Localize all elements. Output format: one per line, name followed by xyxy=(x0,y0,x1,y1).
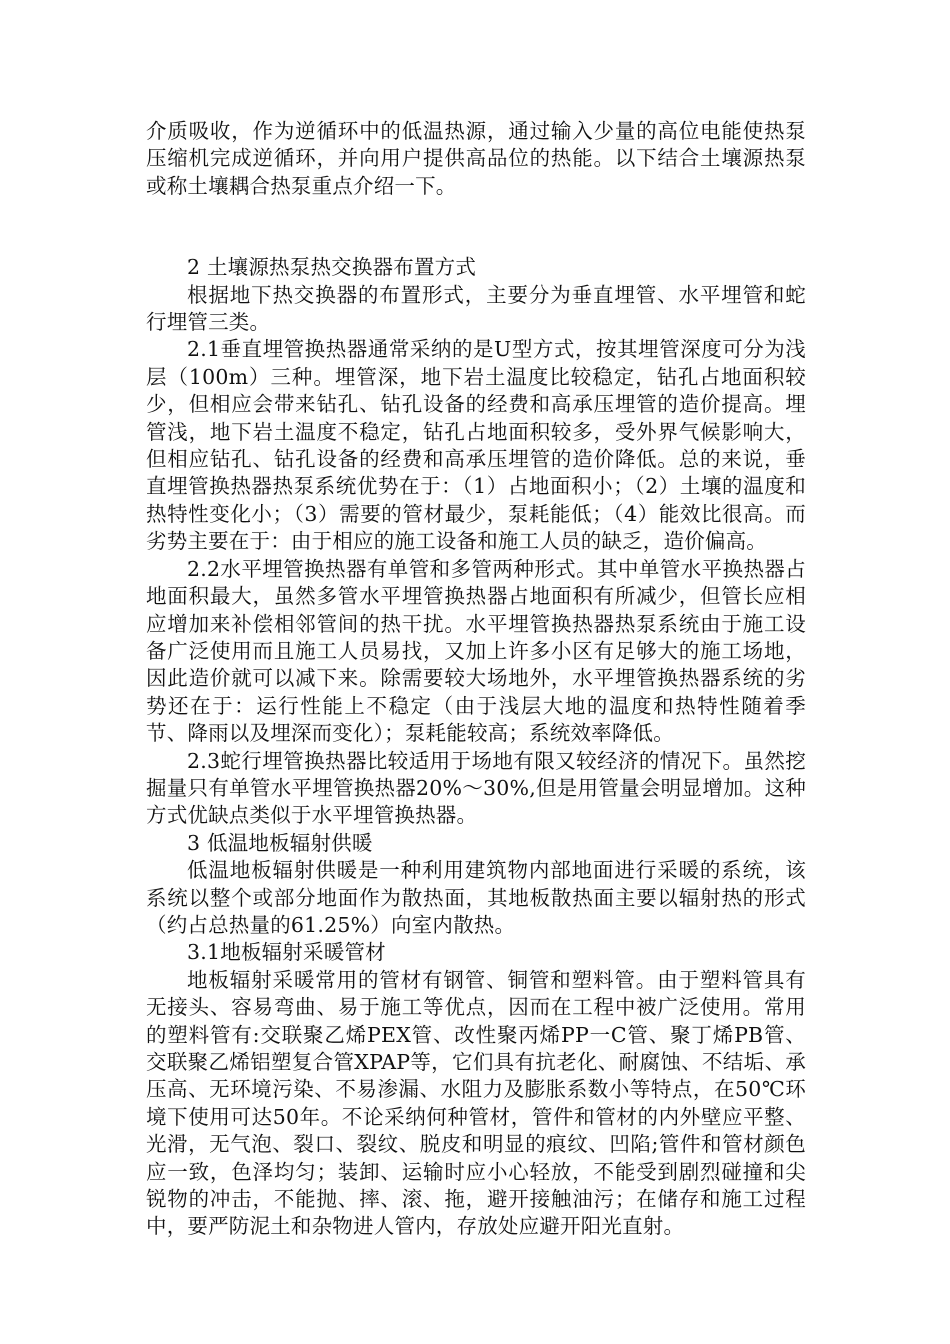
section-heading-3: 3 低温地板辐射供暖 xyxy=(187,830,373,855)
paragraph-2-2: 2.2水平埋管换热器有单管和多管两种形式。其中单管水平换热器占地面积最大，虽然多管水平埋管换热器占地面积有所减少，但管长应相应增加来补偿相邻管间的热干扰。水平埋管换热器热泵系统由于施工设备广泛使用而且施工人员易找，又加上许多小区有足够大的施工场地，因此造价就可以减下来。除需要较大场地外，水平埋管换热器系统的劣势还在于：运行性能上不稳定（由于浅层大地的温度和热特性随着季节、降雨以及埋深而变化）；泵耗能较高；系统效率降低。 xyxy=(146,556,806,746)
paragraph-continuation: 介质吸收，作为逆循环中的低温热源，通过输入少量的高位电能使热泵压缩机完成逆循环，并向用户提供高品位的热能。以下结合土壤源热泵或称土壤耦合热泵重点介绍一下。 xyxy=(146,119,806,198)
subsection-heading-3-1: 3.1地板辐射采暖管材 xyxy=(187,940,386,965)
section-gap xyxy=(146,200,806,254)
paragraph-2-3: 2.3蛇行埋管换热器比较适用于场地有限又较经济的情况下。虽然挖掘量只有单管水平埋管换热器20%～30%,但是用管量会明显增加。这种方式优缺点类似于水平埋管换热器。 xyxy=(146,748,806,828)
paragraph-2-1: 2.1垂直埋管换热器通常采纳的是U型方式，按其埋管深度可分为浅层（100m）三种。埋管深，地下岩土温度比较稳定，钻孔占地面积较少，但相应会带来钻孔、钻孔设备的经费和高承压埋管的造价提高。埋管浅，地下岩土温度不稳定，钻孔占地面积较多，受外界气候影响大，但相应钻孔、钻孔设备的经费和高承压埋管的造价降低。总的来说，垂直埋管换热器热泵系统优势在于：（1）占地面积小；（2）土壤的温度和热特性变化小；（3）需要的管材最少，泵耗能低；（4）能效比很高。而劣势主要在于：由于相应的施工设备和施工人员的缺乏，造价偏高。 xyxy=(146,337,806,554)
paragraph-intro: 根据地下热交换器的布置形式，主要分为垂直埋管、水平埋管和蛇行埋管三类。 xyxy=(146,282,806,335)
document-body xyxy=(146,118,806,1241)
paragraph-3-intro: 低温地板辐射供暖是一种利用建筑物内部地面进行采暖的系统，该系统以整个或部分地面作为散热面，其地板散热面主要以辐射热的形式（约占总热量的61.25%）向室内散热。 xyxy=(146,858,806,937)
paragraph-3-1: 地板辐射采暖常用的管材有钢管、铜管和塑料管。由于塑料管具有无接头、容易弯曲、易于施工等优点，因而在工程中被广泛使用。常用的塑料管有:交联聚乙烯PEX管、改性聚丙烯PP一C管、聚丁烯PB管、交联聚乙烯铝塑复合管XPAP等，它们具有抗老化、耐腐蚀、不结垢、承压高、无环境污染、不易渗漏、水阻力及膨胀系数小等特点，在50℃环境下使用可达50年。不论采纳何种管材，管件和管材的内外壁应平整、光滑，无气泡、裂口、裂纹、脱皮和明显的痕纹、凹陷;管件和管材颜色应一致，色泽均匀；装卸、运输时应小心轻放，不能受到剧烈碰撞和尖锐物的冲击，不能抛、摔、滚、拖，避开接触油污；在储存和施工过程中，要严防泥土和杂物进人管内，存放处应避开阳光直射。 xyxy=(146,967,806,1239)
section-heading-2: 2 土壤源热泵热交换器布置方式 xyxy=(187,255,477,280)
